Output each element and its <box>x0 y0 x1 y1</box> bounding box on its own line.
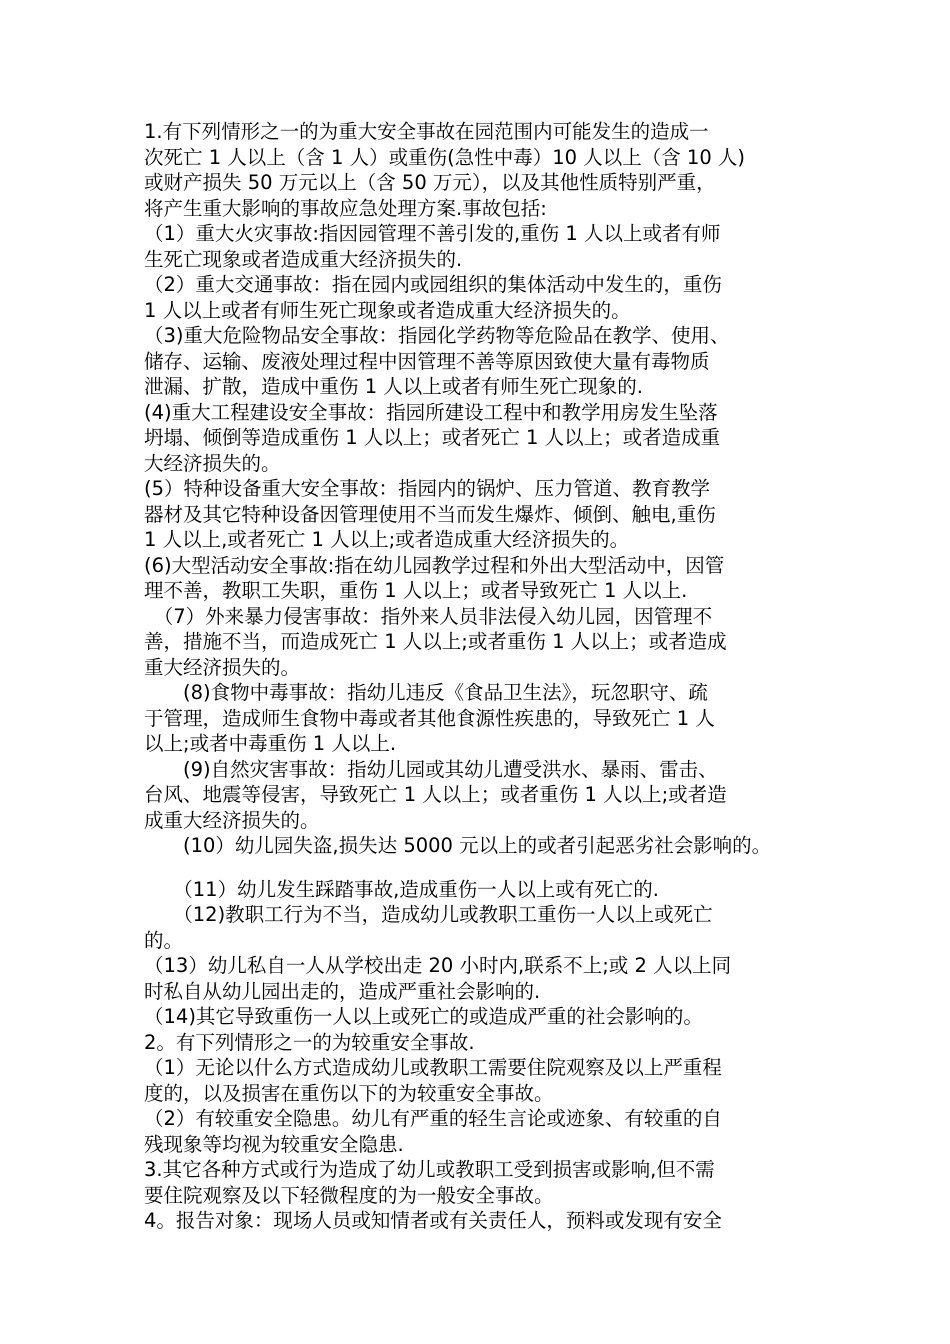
text-line: （12)教职工行为不当，造成幼儿或教职工重伤一人以上或死亡 <box>144 903 713 926</box>
text-line: (6)大型活动安全事故:指在幼儿园教学过程和外出大型活动中，因管 <box>144 553 725 577</box>
text-line: 的。 <box>144 928 184 952</box>
text-line: 成重大经济损失的。 <box>144 808 320 832</box>
text-line: （3)重大危险物品安全事故：指园化学药物等危险品在教学、使用、 <box>144 324 730 347</box>
text-line: （1）重大火灾事故:指因园管理不善引发的,重伤 1 人以上或者有师 <box>144 222 721 245</box>
text-line: （11）幼儿发生踩踏事故,造成重伤一人以上或有死亡的. <box>144 877 659 901</box>
text-line: 度的，以及损害在重伤以下的为较重安全事故。 <box>144 1081 554 1105</box>
text-line: 善，措施不当，而造成死亡 1 人以上;或者重伤 1 人以上；或者造成 <box>144 630 727 653</box>
text-line: 泄漏、扩散，造成中重伤 1 人以上或者有师生死亡现象的. <box>144 375 644 398</box>
text-line: (4)重大工程建设安全事故：指园所建设工程中和教学用房发生坠落 <box>144 400 718 424</box>
text-line: （7）外来暴力侵害事故：指外来人员非法侵入幼儿园，因管理不 <box>144 604 713 628</box>
text-line: 大经济损失的。 <box>144 451 281 475</box>
text-line: 3.其它各种方式或行为造成了幼儿或教职工受到损害或影响,但不需 <box>144 1158 715 1181</box>
text-line: 器材及其它特种设备因管理使用不当而发生爆炸、倾倒、触电,重伤 <box>144 502 716 526</box>
text-line: 储存、运输、废液处理过程中因管理不善等原因致使大量有毒物质 <box>144 349 710 373</box>
text-line: (5）特种设备重大安全事故：指园内的锅炉、压力管道、教育教学 <box>144 477 711 500</box>
text-line: 2。有下列情形之一的为较重安全事故. <box>144 1030 475 1054</box>
text-line: (8)食物中毒事故：指幼儿违反《食品卫生法》，玩忽职守、疏 <box>144 681 708 704</box>
text-line: 时私自从幼儿园出走的，造成严重社会影响的. <box>144 979 541 1003</box>
text-line: 1 人以上,或者死亡 1 人以上;或者造成重大经济损失的。 <box>144 528 630 551</box>
blank-line <box>144 859 814 877</box>
text-line: 次死亡 1 人以上（含 1 人）或重伤(急性中毒）10 人以上（含 10 人) <box>144 145 746 169</box>
text-line: (9)自然灾害事故：指幼儿园或其幼儿遭受洪水、暴雨、雷击、 <box>144 757 718 781</box>
text-line: 生死亡现象或者造成重大经济损失的. <box>144 247 463 271</box>
text-line: 1.有下列情形之一的为重大安全事故在园范围内可能发生的造成一 <box>144 120 709 143</box>
text-line: 于管理，造成师生食物中毒或者其他食源性疾患的，导致死亡 1 人 <box>144 706 715 730</box>
text-line: 将产生重大影响的事故应急处理方案.事故包括: <box>144 196 547 220</box>
text-line: （2）有较重安全隐患。幼儿有严重的轻生言论或迹象、有较重的自 <box>144 1107 722 1130</box>
document-body <box>144 119 814 1234</box>
text-line: 理不善，教职工失职，重伤 1 人以上；或者导致死亡 1 人以上. <box>144 579 688 602</box>
text-line: 以上;或者中毒重伤 1 人以上. <box>144 732 397 755</box>
text-line: (10）幼儿园失盗,损失达 5000 元以上的或者引起恶劣社会影响的。 <box>144 834 772 857</box>
text-line: 台风、地震等侵害，导致死亡 1 人以上；或者重伤 1 人以上;或者造 <box>144 783 727 806</box>
text-line: 4。报告对象：现场人员或知情者或有关责任人，预料或发现有安全 <box>144 1209 722 1232</box>
text-line: 残现象等均视为较重安全隐患. <box>144 1132 404 1156</box>
text-line: 要住院观察及以下轻微程度的为一般安全事故。 <box>144 1183 554 1207</box>
text-line: 坍塌、倾倒等造成重伤 1 人以上；或者死亡 1 人以上；或者造成重 <box>144 426 721 449</box>
text-line: 1 人以上或者有师生死亡现象或者造成重大经济损失的。 <box>144 298 631 322</box>
text-line: 重大经济损失的。 <box>144 655 301 679</box>
text-line: （1）无论以什么方式造成幼儿或教职工需要住院观察及以上严重程 <box>144 1056 722 1079</box>
text-line: （13）幼儿私自一人从学校出走 20 小时内,联系不上;或 2 人以上同 <box>144 954 732 977</box>
text-line: （2）重大交通事故：指在园内或园组织的集体活动中发生的，重伤 <box>144 273 722 296</box>
text-line: （14)其它导致重伤一人以上或死亡的或造成严重的社会影响的。 <box>144 1005 703 1028</box>
text-line: 或财产损失 50 万元以上（含 50 万元），以及其他性质特别严重， <box>144 171 716 194</box>
